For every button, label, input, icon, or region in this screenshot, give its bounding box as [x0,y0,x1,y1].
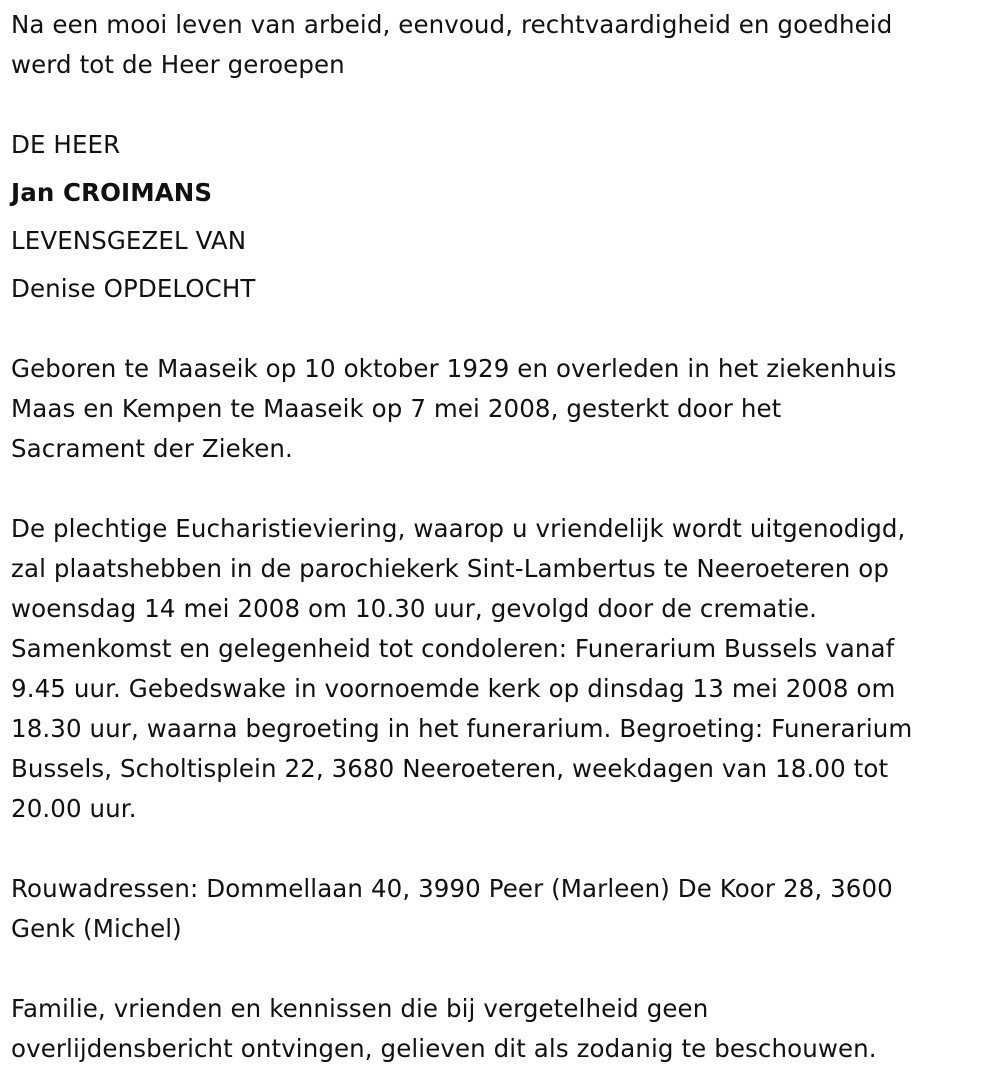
closing-line-1: Familie, vrienden en kennissen die bij vergetelheid geen [11,994,709,1023]
ceremony-line-4: Samenkomst en gelegenheid tot condoleren: Funerarium Bussels vanaf [11,634,895,663]
addresses-line-2: Genk (Michel) [11,914,182,943]
birth-death-line-3: Sacrament der Zieken. [11,434,293,463]
deceased-name: Jan CROIMANS [11,178,213,207]
ceremony-line-8: 20.00 uur. [11,794,137,823]
ceremony-line-2: zal plaatshebben in de parochiekerk Sint-Lambertus te Neeroeteren op [11,554,889,583]
birth-death-line-2: Maas en Kempen te Maaseik op 7 mei 2008, gesterkt door het [11,394,782,423]
ceremony-line-3: woensdag 14 mei 2008 om 10.30 uur, gevolgd door de crematie. [11,594,818,623]
title-de-heer: DE HEER [11,130,121,159]
partner-name: Denise OPDELOCHT [11,274,256,303]
intro-line-1: Na een mooi leven van arbeid, eenvoud, rechtvaardigheid en goedheid [11,10,893,39]
closing-line-2: overlijdensbericht ontvingen, gelieven dit als zodanig te beschouwen. [11,1034,877,1063]
relation-label: LEVENSGEZEL VAN [11,226,247,255]
ceremony-line-1: De plechtige Eucharistieviering, waarop u vriendelijk wordt uitgenodigd, [11,514,906,543]
addresses-line-1: Rouwadressen: Dommellaan 40, 3990 Peer (Marleen) De Koor 28, 3600 [11,874,893,903]
ceremony-line-7: Bussels, Scholtisplein 22, 3680 Neeroeteren, weekdagen van 18.00 tot [11,754,889,783]
birth-death-line-1: Geboren te Maaseik op 10 oktober 1929 en overleden in het ziekenhuis [11,354,897,383]
ceremony-line-5: 9.45 uur. Gebedswake in voornoemde kerk op dinsdag 13 mei 2008 om [11,674,896,703]
ceremony-line-6: 18.30 uur, waarna begroeting in het funerarium. Begroeting: Funerarium [11,714,913,743]
intro-line-2: werd tot de Heer geroepen [11,50,345,79]
